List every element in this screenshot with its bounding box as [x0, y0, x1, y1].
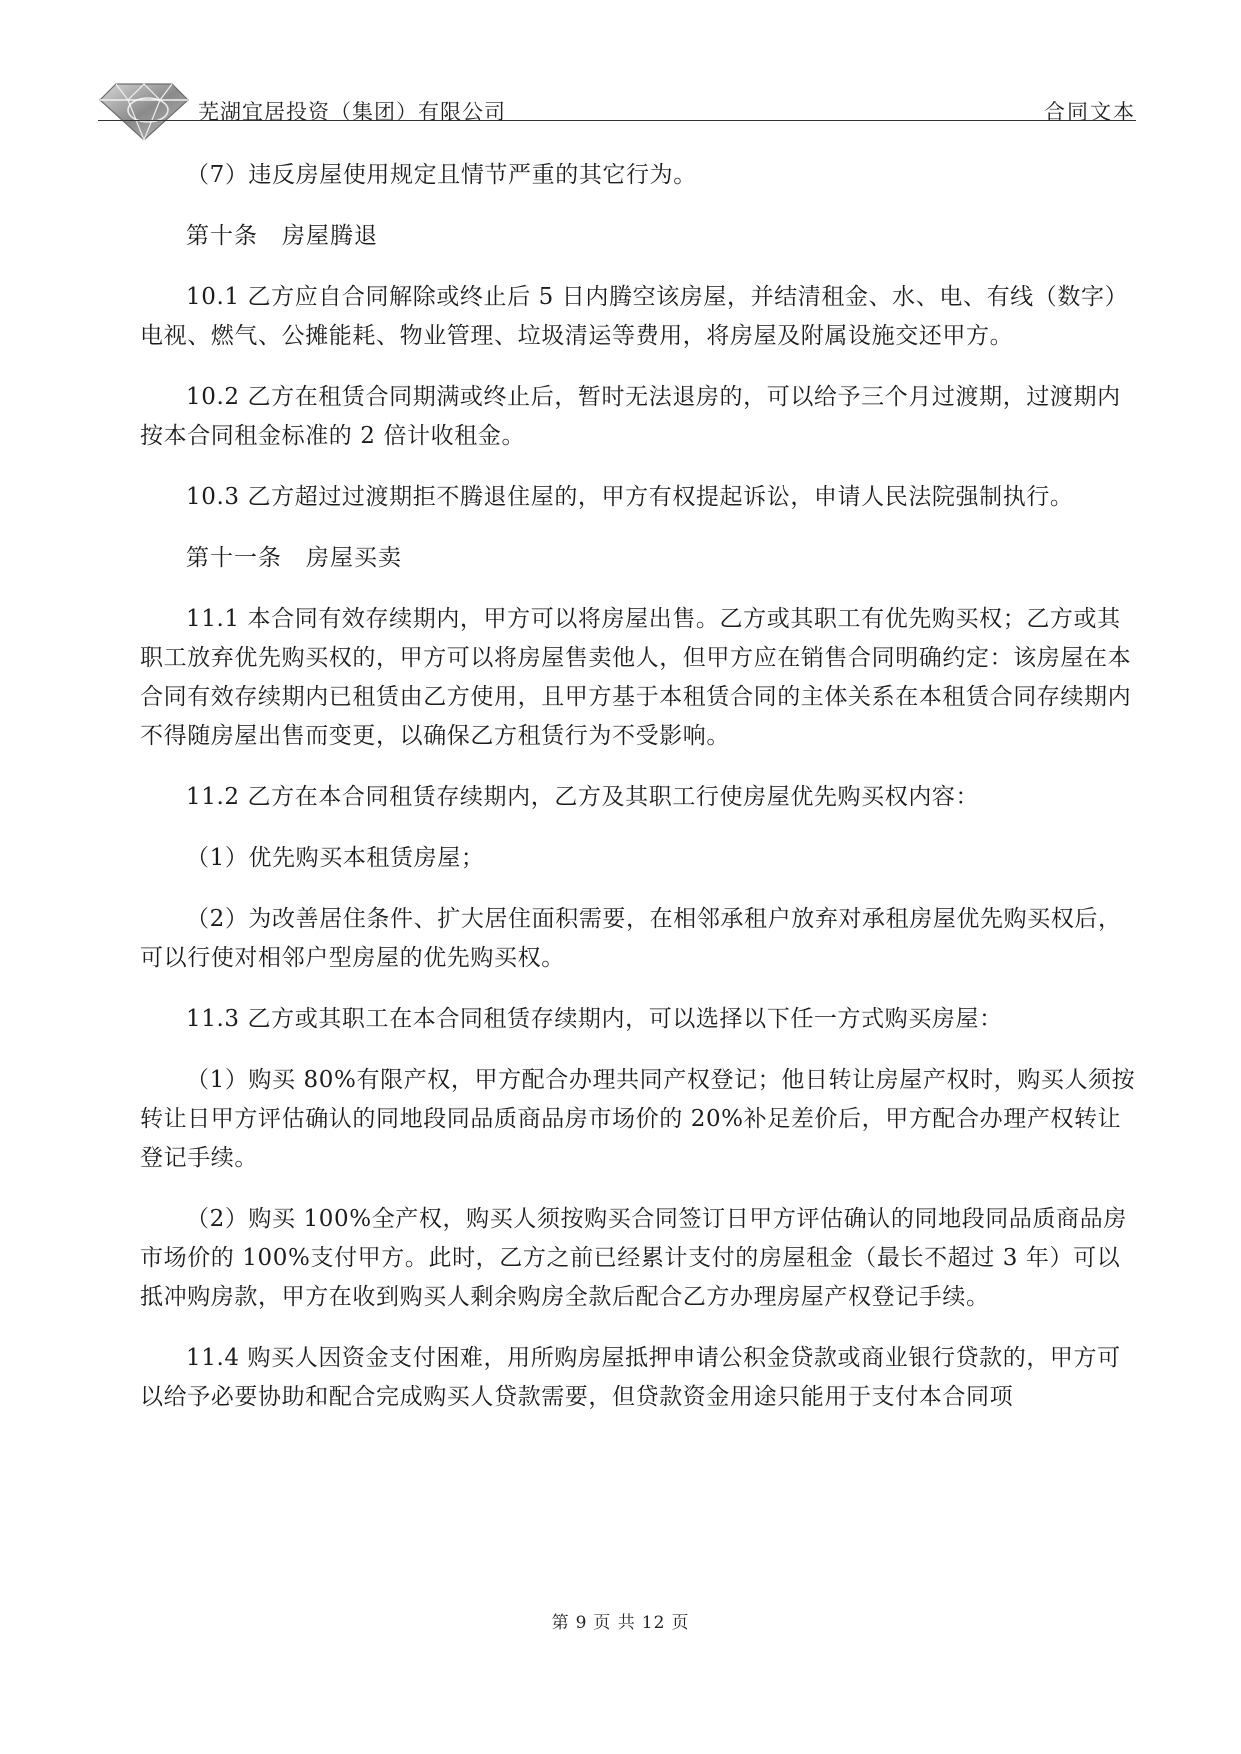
- page-mid: 页 共: [593, 1613, 636, 1633]
- article-10-heading: 第十条 房屋腾退: [186, 223, 378, 249]
- clause-11-2-item-2: （2）为改善居住条件、扩大居住面积需要，在相邻承租户放弃对承租房屋优先购买权后，可以行使对相邻户型房屋的优先购买权。: [140, 906, 1122, 971]
- company-name: 芜湖宜居投资（集团）有限公司: [198, 100, 506, 124]
- clause-10-2: 10.2 乙方在租赁合同期满或终止后，暂时无法退房的，可以给予三个月过渡期，过渡期内按本合同租金标准的 2 倍计收租金。: [140, 384, 1121, 449]
- clause-10-1: 10.1 乙方应自合同解除或终止后 5 日内腾空该房屋，并结清租金、水、电、有线（数字）电视、燃气、公摊能耗、物业管理、垃圾清运等费用，将房屋及附属设施交还甲方。: [140, 284, 1129, 349]
- clause-11-2-item-1: （1）优先购买本租赁房屋；: [186, 845, 485, 871]
- clause-11-3: 11.3 乙方或其职工在本合同租赁存续期内，可以选择以下任一方式购买房屋：: [186, 1006, 1003, 1032]
- contract-body: [140, 156, 1136, 1439]
- document-type: 合同文本: [1044, 100, 1136, 124]
- clause-11-3-item-2: （2）购买 100%全产权，购买人须按购买合同签订日甲方评估确认的同地段同品质商品房市场价的 100%支付甲方。此时，乙方之前已经累计支付的房屋租金（最长不超过 3 年）可以抵冲购房款，甲方在收到购买人剩余购房全款后配合乙方办理房屋产权登记手续。: [140, 1206, 1127, 1310]
- header-divider: [98, 120, 1136, 121]
- page-total: 12: [641, 1613, 666, 1633]
- page-footer: [0, 1608, 1241, 1633]
- page-header: [98, 72, 1136, 144]
- diamond-logo-icon: [98, 80, 190, 142]
- article-11-heading: 第十一条 房屋买卖: [186, 545, 402, 571]
- page-prefix: 第: [551, 1613, 570, 1633]
- clause-11-2: 11.2 乙方在本合同租赁存续期内，乙方及其职工行使房屋优先购买权内容：: [186, 784, 980, 810]
- clause-10-3: 10.3 乙方超过过渡期拒不腾退住屋的，甲方有权提起诉讼，申请人民法院强制执行。: [186, 484, 1074, 510]
- page-suffix: 页: [671, 1613, 690, 1633]
- clause-11-4: 11.4 购买人因资金支付困难，用所购房屋抵押申请公积金贷款或商业银行贷款的，甲方可以给予必要协助和配合完成购买人贷款需要，但贷款资金用途只能用于支付本合同项: [140, 1345, 1121, 1410]
- clause-9-item-7: （7）违反房屋使用规定且情节严重的其它行为。: [186, 162, 697, 188]
- clause-11-1: 11.1 本合同有效存续期内，甲方可以将房屋出售。乙方或其职工有优先购买权；乙方或其职工放弃优先购买权的，甲方可以将房屋售卖他人，但甲方应在销售合同明确约定：该房屋在本合同有效存续期内已租赁由乙方使用，且甲方基于本租赁合同的主体关系在本租赁合同存续期内不得随房屋出售而变更，以确保乙方租赁行为不受影响。: [140, 606, 1132, 749]
- page-number: 9: [575, 1613, 588, 1633]
- clause-11-3-item-1: （1）购买 80%有限产权，甲方配合办理共同产权登记；他日转让房屋产权时，购买人须按转让日甲方评估确认的同地段同品质商品房市场价的 20%补足差价后，甲方配合办理产权转让登记手续。: [140, 1067, 1136, 1171]
